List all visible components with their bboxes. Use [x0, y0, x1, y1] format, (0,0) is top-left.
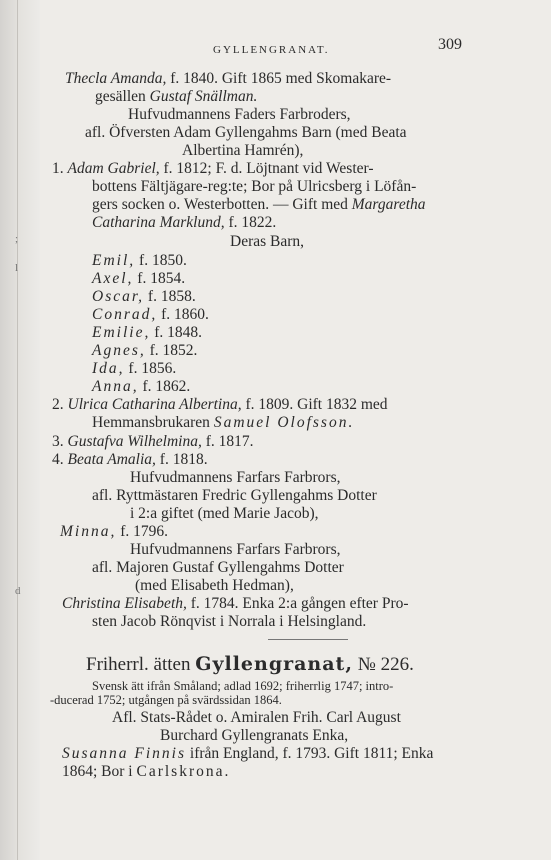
text-run: afl. Öfversten Adam Gyllengahms Barn (med Beata: [85, 124, 407, 141]
text-run: 3.: [52, 433, 68, 450]
text-run: f. 1856.: [124, 360, 177, 377]
text-run: f. 1852.: [145, 342, 198, 359]
emphasized-text: Ida,: [92, 360, 125, 377]
text-run: Albertina Hamrén),: [182, 142, 304, 159]
text-line: [182, 142, 303, 160]
text-line: [52, 433, 254, 451]
emphasized-text: Adam Gabriel,: [67, 160, 160, 177]
emphasized-text: Emil,: [92, 252, 136, 269]
text-line: [92, 270, 185, 288]
text-line: [130, 505, 319, 523]
text-run: f. 1784. Enka 2:a gången efter Pro-: [186, 595, 409, 612]
running-title: GYLLENGRANAT.: [213, 44, 330, 56]
text-run: afl. Ryttmästaren Fredric Gyllengahms Dotter: [92, 487, 377, 504]
emphasized-text: Oscar,: [92, 288, 145, 305]
text-line: [92, 252, 187, 270]
emphasized-text: Samuel Olofsson.: [213, 414, 355, 431]
text-run: 1.: [52, 160, 68, 177]
text-run: i 2:a giftet (med Marie Jacob),: [130, 505, 319, 522]
text-run: Hufvudmannens Farfars Farbrors,: [130, 541, 341, 558]
emphasized-text: Christina Elisabeth,: [62, 595, 187, 612]
page-number: 309: [438, 36, 462, 53]
text-run: sten Jacob Rönqvist i Norrala i Helsingland.: [92, 613, 367, 630]
emphasized-text: Susanna Finnis: [62, 745, 187, 762]
text-run: Hufvudmannens Farfars Farbrors,: [130, 469, 341, 486]
text-line: [95, 88, 257, 106]
text-run: f. 1809. Gift 1832 med: [241, 396, 388, 413]
text-run: -ducerad 1752; utgången på svärdssidan 1864.: [50, 693, 282, 707]
text-run: f. 1812; F. d. Löjtnant vid Wester-: [159, 160, 374, 177]
text-run: f. 1817.: [201, 433, 254, 450]
text-run: 2.: [52, 396, 68, 413]
text-line: [128, 106, 351, 124]
emphasized-text: Anna,: [92, 378, 139, 395]
text-line: [92, 288, 196, 306]
text-line: [130, 469, 341, 487]
emphasized-text: Gustaf Snällman.: [149, 88, 258, 105]
text-line: [92, 196, 426, 214]
text-line: [65, 70, 391, 88]
book-page: [40, 0, 551, 860]
text-run: f. 1854.: [133, 270, 186, 287]
text-run: Hufvudmannens Faders Farbroders,: [128, 106, 351, 123]
text-run: ifrån England, f. 1793. Gift 1811; Enka: [186, 745, 434, 762]
text-line: [60, 523, 168, 541]
text-run: 4.: [52, 451, 68, 468]
text-line: [135, 577, 294, 595]
text-line: [50, 691, 282, 709]
text-line: [52, 160, 374, 178]
text-line: [92, 178, 416, 196]
text-run: Deras Barn,: [230, 233, 305, 250]
binding-line: [17, 0, 18, 860]
emphasized-text: Margaretha: [351, 196, 426, 213]
text-line: [92, 378, 190, 396]
text-line: [92, 214, 276, 232]
text-line: [92, 487, 377, 505]
text-line: [92, 414, 354, 432]
text-run: f. 1796.: [116, 523, 169, 540]
emphasized-text: Gyllengranat,: [195, 653, 353, 675]
text-line: [62, 745, 433, 763]
text-run: f. 1860.: [157, 306, 209, 323]
text-line: [92, 324, 202, 342]
text-run: Afl. Stats-Rådet o. Amiralen Frih. Carl August: [112, 709, 401, 726]
text-line: [85, 124, 407, 142]
text-line: [230, 233, 304, 251]
text-run: gesällen: [95, 88, 150, 105]
text-line: [52, 451, 208, 469]
gutter-mark: d: [15, 585, 21, 597]
text-line: [112, 709, 401, 727]
gutter-mark: l: [15, 262, 19, 274]
text-line: [92, 360, 176, 378]
gutter-mark: ;: [15, 233, 19, 245]
text-line: [52, 396, 388, 414]
text-run: f. 1822.: [224, 214, 277, 231]
text-run: f. 1862.: [138, 378, 191, 395]
text-line: [92, 342, 197, 360]
text-line: [86, 653, 414, 676]
emphasized-text: Gustafva Wilhelmina,: [67, 433, 202, 450]
section-divider: [268, 639, 348, 640]
emphasized-text: Ulrica Catharina Albertina,: [67, 396, 242, 413]
text-run: f. 1858.: [144, 288, 196, 305]
emphasized-text: Beata Amalia,: [67, 451, 156, 468]
text-run: № 226.: [352, 654, 414, 675]
text-run: (med Elisabeth Hedman),: [135, 577, 294, 594]
text-line: [62, 763, 230, 781]
emphasized-text: Axel,: [92, 270, 134, 287]
text-run: f. 1850.: [135, 252, 187, 269]
text-run: bottens Fältjägare-reg:te; Bor på Ulricsberg i Löfån-: [92, 178, 417, 195]
emphasized-text: Minna,: [60, 523, 117, 540]
book-gutter: [0, 0, 40, 860]
text-run: Burchard Gyllengranats Enka,: [160, 727, 349, 744]
text-run: Friherrl. ätten: [86, 654, 196, 675]
text-line: [62, 595, 409, 613]
text-line: [92, 613, 366, 631]
text-run: Svensk ätt ifrån Småland; adlad 1692; friherrlig 1747; intro-: [92, 679, 394, 693]
emphasized-text: Catharina Marklund,: [92, 214, 225, 231]
emphasized-text: Agnes,: [92, 342, 146, 359]
text-line: [160, 727, 348, 745]
text-run: f. 1840. Gift 1865 med Skomakare-: [166, 70, 392, 87]
text-line: [92, 559, 344, 577]
text-line: [130, 541, 341, 559]
emphasized-text: Thecla Amanda,: [65, 70, 167, 87]
text-run: afl. Majoren Gustaf Gyllengahms Dotter: [92, 559, 344, 576]
emphasized-text: Carlskrona.: [136, 763, 231, 780]
emphasized-text: Emilie,: [92, 324, 151, 341]
text-run: f. 1848.: [150, 324, 203, 341]
text-run: Hemmansbrukaren: [92, 414, 214, 431]
text-run: gers socken o. Westerbotten. — Gift med: [92, 196, 352, 213]
text-line: [92, 306, 209, 324]
text-run: f. 1818.: [155, 451, 208, 468]
emphasized-text: Conrad,: [92, 306, 158, 323]
text-run: 1864; Bor i: [62, 763, 137, 780]
